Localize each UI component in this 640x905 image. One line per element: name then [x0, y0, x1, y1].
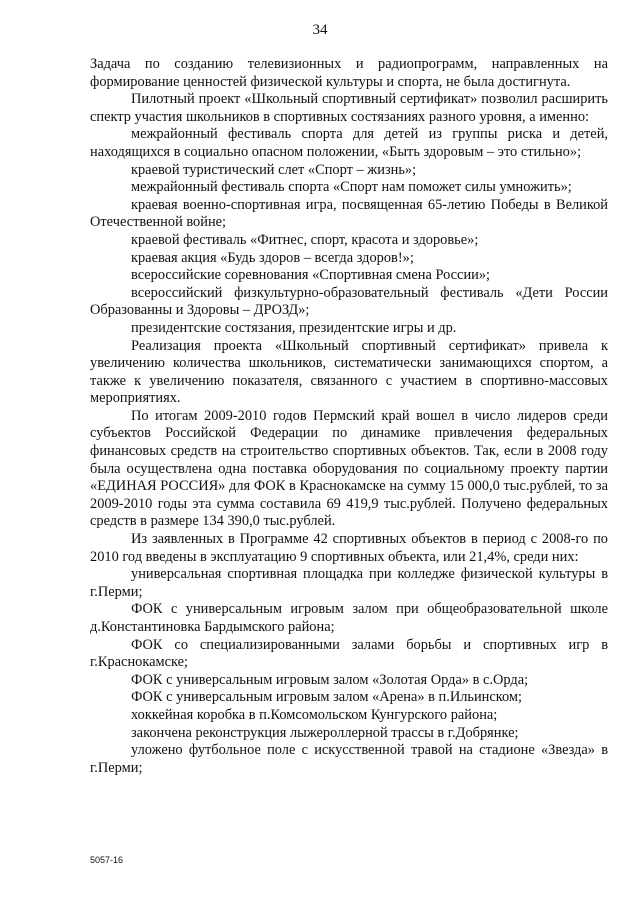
list-item-event: всероссийский физкультурно-образовательный фестиваль «Дети России Образованны и Здоровы – ДРОЗД»; [90, 284, 608, 319]
list-item-facility: ФОК со специализированными залами борьбы и спортивных игр в г.Краснокамске; [90, 636, 608, 671]
list-item-event: межрайонный фестиваль спорта для детей из группы риска и детей, находящихся в социально опасном положении, «Быть здоровым – это стильно»; [90, 126, 608, 160]
list-item-event: краевой туристический слет «Спорт – жизнь»; [131, 161, 417, 178]
list-item-event: краевой фестиваль «Фитнес, спорт, красота и здоровье»; [131, 231, 479, 248]
list-item-facility: закончена реконструкция лыжероллерной трассы в г.Добрянке; [131, 724, 519, 741]
list-item-event: краевая военно-спортивная игра, посвященная 65-летию Победы в Великой Отечественной войне; [90, 196, 608, 231]
list-item-event: президентские состязания, президентские игры и др. [131, 319, 457, 336]
paragraph-project-results: Реализация проекта «Школьный спортивный сертификат» привела к увеличению количества школьников, систематически занимающихся спортом, а также к увеличению показателя, связанного с участием в спортивно-массовых мероприятиях. [90, 337, 608, 407]
list-item-facility: уложено футбольное поле с искусственной травой на стадионе «Звезда» в г.Перми; [90, 742, 608, 776]
paragraph-pilot-project: Пилотный проект «Школьный спортивный сертификат» позволил расширить спектр участия школьников в спортивных состязаниях разного уровня, а именно: [90, 91, 608, 125]
list-item-facility: универсальная спортивная площадка при колледже физической культуры в г.Перми; [90, 566, 608, 600]
list-item-event: всероссийские соревнования «Спортивная смена России»; [131, 267, 491, 284]
document-body [90, 56, 608, 777]
page-number: 34 [312, 22, 328, 38]
paragraph-sports-facilities: Из заявленных в Программе 42 спортивных объектов в период с 2008-го по 2010 год введены в эксплуатацию 9 спортивных объекта, или 21,4%, среди них: [90, 531, 608, 565]
document-code: 5057-16 [90, 855, 124, 865]
list-item-facility: ФОК с универсальным игровым залом при общеобразовательной школе д.Константиновка Бардымского района; [90, 601, 608, 635]
list-item-facility: ФОК с универсальным игровым залом «Золотая Орда» в с.Орда; [131, 671, 529, 688]
list-item-event: краевая акция «Будь здоров – всегда здоров!»; [131, 249, 414, 266]
list-item-facility: ФОК с универсальным игровым залом «Арена» в п.Ильинском; [131, 689, 523, 706]
list-item-facility: хоккейная коробка в п.Комсомольском Кунгурского района; [131, 706, 498, 723]
paragraph-federal-funding: По итогам 2009-2010 годов Пермский край вошел в число лидеров среди субъектов Российской Федерации по динамике привлечения федеральных финансовых средств на строительство спортивных объектов. Так, если в 2008 году была осуществлена одна поставка оборудования по социальному проекту партии «ЕДИНАЯ РОССИЯ» для ФОК в Краснокамске на сумму 15 000,0 тыс.рублей, то за 2009-2010 годы эта сумма составила 69 419,9 тыс.рублей. Получено федеральных средств в размере 134 390,0 тыс.рублей. [90, 407, 608, 530]
list-item-event: межрайонный фестиваль спорта «Спорт нам поможет силы умножить»; [131, 179, 572, 196]
paragraph-goal-not-achieved: Задача по созданию телевизионных и радиопрограмм, направленных на формирование ценностей физической культуры и спорта, не была достигнута. [90, 56, 608, 90]
